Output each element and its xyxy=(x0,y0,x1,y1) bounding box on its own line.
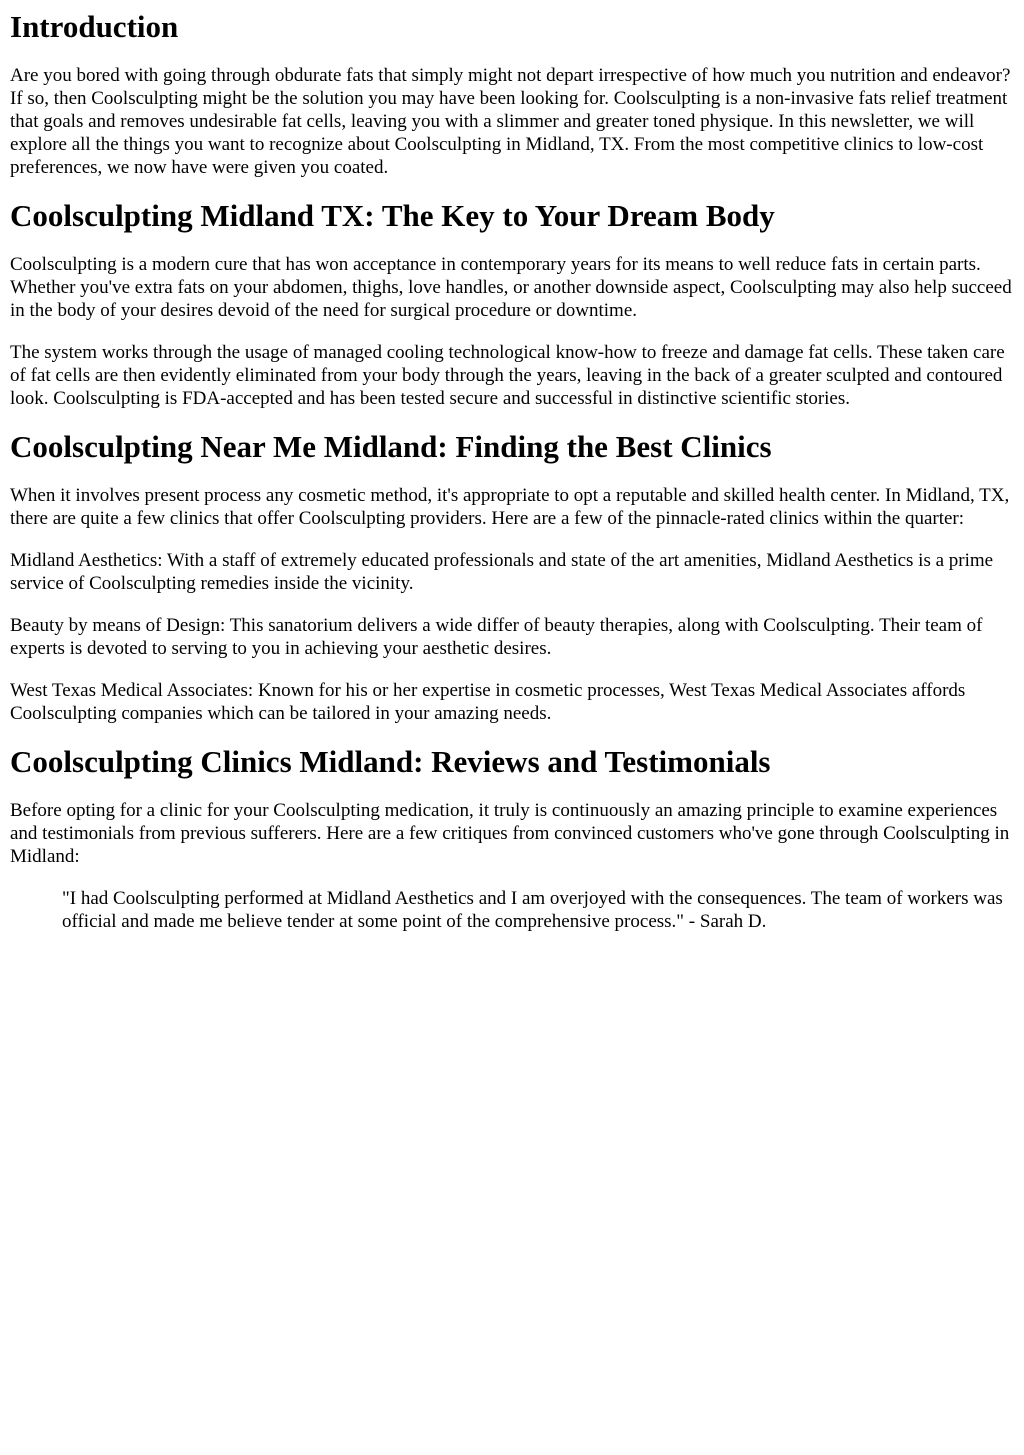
paragraph: Before opting for a clinic for your Coolsculpting medication, it truly is continuously an amazing principle to examine experiences and testimonials from previous sufferers. Here are a few critiques from convinced customers who've gone through Coolsculpting in Midland: xyxy=(10,800,1010,867)
section-reviews xyxy=(10,744,1012,933)
section-heading: Coolsculpting Clinics Midland: Reviews and Testimonials xyxy=(10,744,771,779)
section-heading: Coolsculpting Near Me Midland: Finding the Best Clinics xyxy=(10,429,772,464)
clinic-item: Midland Aesthetics: With a staff of extremely educated professionals and state of the art amenities, Midland Aesthetics is a prime service of Coolsculpting remedies inside the vicinity. xyxy=(10,550,994,594)
paragraph: Are you bored with going through obdurate fats that simply might not depart irrespective of how much you nutrition and endeavor? If so, then Coolsculpting might be the solution you may have been looking for. Coolsculpting is a non-invasive fats relief treatment that goals and removes undesirable fat cells, leaving you with a slimmer and greater toned physique. In this newsletter, we will explore all the things you want to recognize about Coolsculpting in Midland, TX. From the most competitive clinics to low-cost preferences, we now have were given you coated. xyxy=(10,65,1011,178)
section-introduction xyxy=(10,9,1012,179)
section-best-clinics xyxy=(10,429,1012,725)
paragraph: The system works through the usage of managed cooling technological know-how to freeze and damage fat cells. These taken care of fat cells are then evidently eliminated from your body through the years, leaving in the back of a greater sculpted and contoured look. Coolsculpting is FDA-accepted and has been tested secure and successful in distinctive scientific stories. xyxy=(10,342,1005,409)
testimonial-quote: "I had Coolsculpting performed at Midland Aesthetics and I am overjoyed with the consequences. The team of workers was official and made me believe tender at some point of the comprehensive process." - Sarah D. xyxy=(62,888,1003,932)
clinic-item: West Texas Medical Associates: Known for his or her expertise in cosmetic processes, West Texas Medical Associates affords Coolsculpting companies which can be tailored in your amazing needs. xyxy=(10,680,966,724)
section-heading: Coolsculpting Midland TX: The Key to Your Dream Body xyxy=(10,198,775,233)
section-dream-body xyxy=(10,198,1012,410)
paragraph: Coolsculpting is a modern cure that has won acceptance in contemporary years for its means to well reduce fats in certain parts. Whether you've extra fats on your abdomen, thighs, love handles, or another downside aspect, Coolsculpting may also help succeed in the body of your desires devoid of the need for surgical procedure or downtime. xyxy=(10,254,1012,321)
article xyxy=(10,9,1012,933)
paragraph: When it involves present process any cosmetic method, it's appropriate to opt a reputable and skilled health center. In Midland, TX, there are quite a few clinics that offer Coolsculpting providers. Here are a few of the pinnacle-rated clinics within the quarter: xyxy=(10,485,1010,529)
section-heading: Introduction xyxy=(10,9,179,44)
clinic-item: Beauty by means of Design: This sanatorium delivers a wide differ of beauty therapies, along with Coolsculpting. Their team of experts is devoted to serving to you in achieving your aesthetic desires. xyxy=(10,615,983,659)
